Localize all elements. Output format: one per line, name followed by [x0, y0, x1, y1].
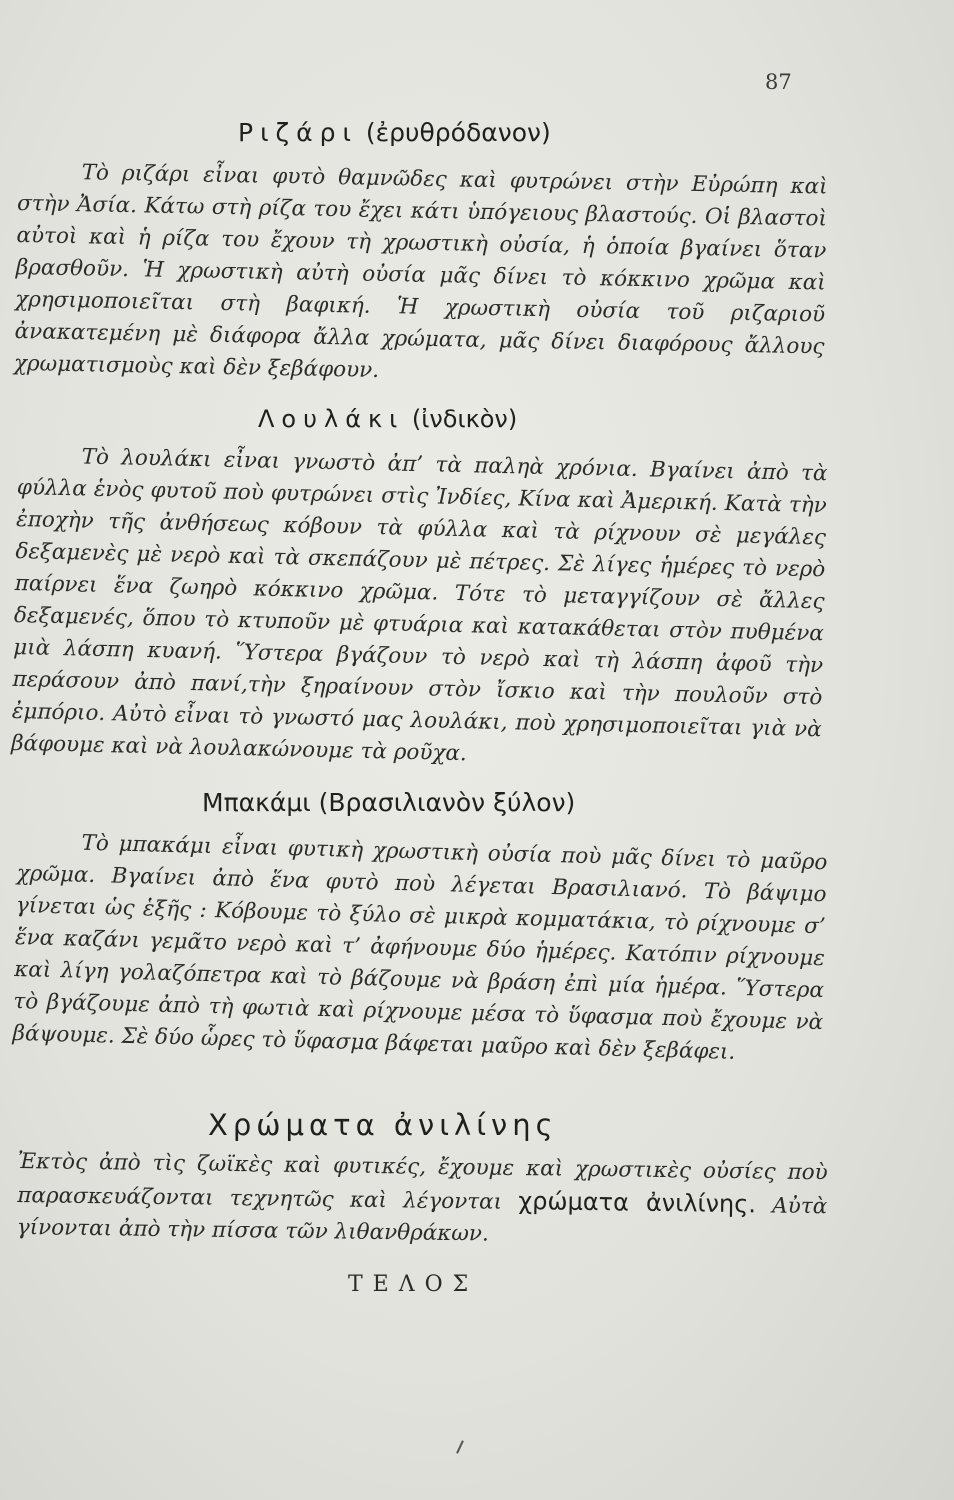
heading-rizari — [238, 118, 551, 147]
paragraph-bakami-text: Τὸ μπακάμι εἶναι φυτικὴ χρωστικὴ οὐσία ποὺ μᾶς δίνει τὸ μαῦρο χρῶμα. Βγαίνει ἀπὸ ἕνα φυτὸ ποὺ λέγεται Βρασιλιανό. Τὸ βάψιμο γίνεται ὡς ἑξῆς : Κόβουμε τὸ ξύλο σὲ μικρὰ κομματάκια, τὸ ρίχνουμε σ’ ἕνα καζάνι γεμᾶτο νερὸ καὶ τ’ ἀφήνουμε δύο ἡμέρες. Κατόπιν ρίχνουμε καὶ λίγη γολαζόπετρα καὶ τὸ βάζουμε νὰ βράση ἐπὶ μία ἡμέρα. Ὕστερα τὸ βγάζουμε ἀπὸ τὴ φωτιὰ καὶ ρίχνουμε μέσα τὸ ὕφασμα ποὺ ἔχουμε νὰ βάψουμε. Σὲ δύο ὧρες τὸ ὕφασμα βάφεται μαῦρο καὶ δὲν ξεβάφει. — [12, 830, 828, 1065]
end-mark: ΤΕΛΟΣ — [348, 1272, 479, 1297]
heading-loulaki — [258, 405, 517, 433]
heading-loulaki-main: Λουλάκι — [258, 405, 405, 433]
paragraph-loulaki — [11, 440, 828, 778]
paragraph-indent — [17, 848, 81, 850]
page-number: 87 — [765, 70, 792, 94]
paragraph-loulaki-text: Τὸ λουλάκι εἶναι γνωστὸ ἀπ’ τὰ παληὰ χρόνια. Βγαίνει ἀπὸ τὰ φύλλα ἑνὸς φυτοῦ ποὺ φυτρώνει στὶς Ἰνδίες, Κίνα καὶ Ἀμερική. Κατὰ τὴν ἐποχὴν τῆς ἀνθήσεως κόβουν τὰ φύλλα καὶ τὰ ρίχνουν σὲ μεγάλες δεξαμενὲς μὲ νερὸ καὶ τὰ σκεπάζουν μὲ πέτρες. Σὲ λίγες ἡμέρες τὸ νερὸ παίρνει ἕνα ζωηρὸ κόκκινο χρῶμα. Τότε τὸ μεταγγίζουν σὲ ἄλλες δεξαμενές, ὅπου τὸ κτυποῦν μὲ φτυάρια καὶ κατακάθεται στὸν πυθμένα μιὰ λάσπη κυανή. Ὕστερα βγάζουν τὸ νερὸ καὶ τὴ λάσπη ἀφοῦ τὴν περάσουν ἀπὸ πανί,τὴν ξηραίνουν στὸν ἴσκιο καὶ τὴν πουλοῦν στὸ ἐμπόριο. Αὐτὸ εἶναι τὸ γνωστό μας λουλάκι, ποὺ χρησιμοποιεῖται γιὰ νὰ βάφουμε καὶ νὰ λουλακώνουμε τὰ ροῦχα. — [10, 444, 828, 767]
paragraph-bakami — [12, 826, 828, 1071]
paragraph-indent — [18, 462, 82, 463]
heading-rizari-paren: (ἐρυθρόδανον) — [357, 118, 551, 147]
paragraph-indent — [18, 178, 82, 179]
heading-loulaki-paren: (ἰνδικὸν) — [404, 405, 518, 433]
paragraph-xromata-text-after: Αὐτὰ γίνονται ἀπὸ τὴν πίσσα τῶν λιθανθράκων. — [16, 1193, 828, 1247]
paragraph-xromata-anilinis — [17, 1146, 828, 1255]
heading-xromata-anilinis: Χρώματα ἀνιλίνης — [208, 1108, 558, 1142]
heading-rizari-main: Ριζάρι — [238, 118, 358, 147]
heading-bakami: Μπακάμι (Βρασιλιανὸν ξύλον) — [202, 788, 576, 817]
ink-speck — [456, 1440, 464, 1454]
paragraph-rizari-text: Τὸ ριζάρι εἶναι φυτὸ θαμνῶδες καὶ φυτρώνει στὴν Εὐρώπη καὶ στὴν Ἀσία. Κάτω στὴ ρίζα του ἔχει κάτι ὑπόγειους βλαστούς. Οἱ βλαστοὶ αὐτοὶ καὶ ἡ ρίζα του ἔχουν τὴ χρωστικὴ οὐσία, ἡ ὁποία βγαίνει ὅταν βρασθοῦν. Ἡ χρωστικὴ αὐτὴ οὐσία μᾶς δίνει τὸ κόκκινο χρῶμα καὶ χρησιμοποιεῖται στὴ βαφική. Ἡ χρωστικὴ οὐσία τοῦ ριζαριοῦ ἀνακατεμένη μὲ διάφορα ἄλλα χρώματα, μᾶς δίνει διαφόρους ἄλλους χρωματισμοὺς καὶ δὲν ξεβάφουν. — [13, 160, 828, 383]
paragraph-xromata-emphasis: χρώματα ἀνιλίνης. — [518, 1186, 757, 1219]
paragraph-rizari — [14, 156, 828, 396]
paragraph-xromata-text-before: Ἐκτὸς ἀπὸ τὶς ζωϊκὲς καὶ φυτικές, ἔχουμε καὶ χρωστικὲς οὐσίες ποὺ παρασκευάζονται τεχνητῶς καὶ λέγονται — [17, 1148, 828, 1215]
